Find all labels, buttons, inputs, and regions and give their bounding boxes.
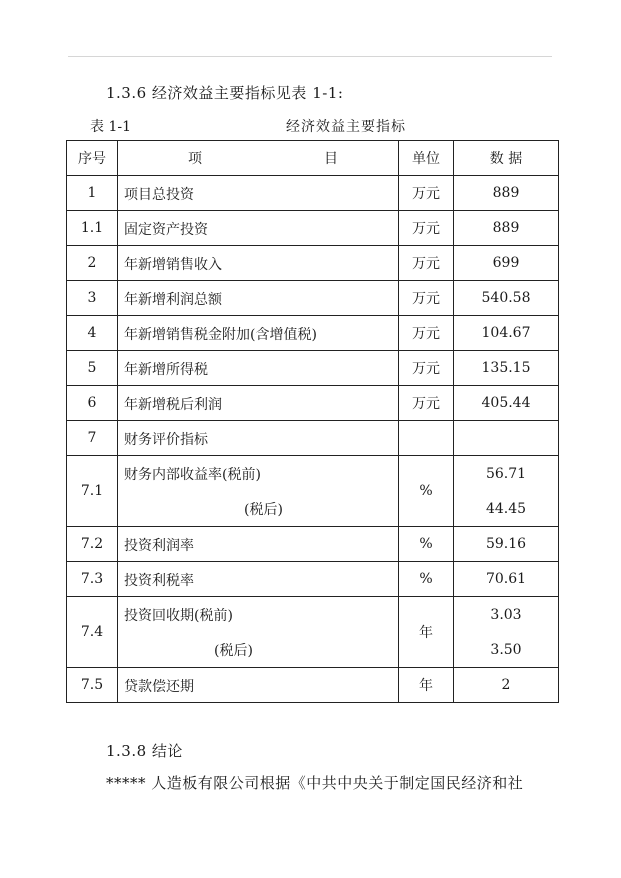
header-item-a: 项 [188, 151, 202, 167]
row-item [118, 597, 399, 668]
table-row [67, 527, 559, 562]
row-value: 405.44 [454, 386, 559, 421]
table-row [67, 176, 559, 211]
table-row [67, 597, 559, 668]
header-rule [68, 56, 552, 57]
row-item [118, 281, 399, 316]
row-no: 7 [67, 421, 118, 456]
row-item-text: 年新增所得税 [124, 362, 208, 378]
row-no: 1.1 [67, 211, 118, 246]
row-value [454, 421, 559, 456]
table-row [67, 211, 559, 246]
row-unit: 年 [399, 597, 454, 668]
row-item-text: 固定资产投资 [124, 222, 208, 238]
row-item-text: 项目总投资 [124, 187, 194, 203]
row-item [118, 456, 399, 527]
table-number: 表 1-1 [90, 119, 131, 135]
row-unit [399, 421, 454, 456]
row-unit: 年 [399, 668, 454, 703]
row-unit: % [399, 562, 454, 597]
row-item [118, 316, 399, 351]
row-item [118, 527, 399, 562]
row-value: 104.67 [454, 316, 559, 351]
row-item-text-2: (税后) [214, 642, 253, 659]
table-row [67, 562, 559, 597]
row-item-text: 贷款偿还期 [124, 679, 194, 695]
row-no: 6 [67, 386, 118, 421]
row-no: 3 [67, 281, 118, 316]
row-item [118, 421, 399, 456]
row-value: 70.61 [454, 562, 559, 597]
table-row [67, 281, 559, 316]
row-unit: 万元 [399, 316, 454, 351]
row-unit: % [399, 527, 454, 562]
row-item-text: 投资利润率 [124, 538, 194, 554]
header-no: 序号 [67, 141, 118, 176]
row-unit: 万元 [399, 351, 454, 386]
row-item-text: 投资回收期(税前) [124, 607, 233, 624]
row-value-1: 3.03 [490, 606, 522, 623]
row-value [454, 597, 559, 668]
row-item [118, 176, 399, 211]
row-unit: 万元 [399, 281, 454, 316]
row-value-2: 44.45 [485, 500, 527, 517]
table-header-row [67, 141, 559, 176]
row-no: 7.2 [67, 527, 118, 562]
header-item [118, 141, 399, 176]
row-value: 59.16 [454, 527, 559, 562]
row-no: 5 [67, 351, 118, 386]
conclusion-paragraph: ***** 人造板有限公司根据《中共中央关于制定国民经济和社 [106, 774, 524, 792]
table-row [67, 668, 559, 703]
row-value: 889 [454, 211, 559, 246]
row-unit: 万元 [399, 386, 454, 421]
row-item [118, 562, 399, 597]
row-item [118, 386, 399, 421]
row-value: 135.15 [454, 351, 559, 386]
table-row [67, 246, 559, 281]
row-value-2: 3.50 [490, 641, 522, 658]
row-unit: % [399, 456, 454, 527]
row-no: 4 [67, 316, 118, 351]
row-value: 889 [454, 176, 559, 211]
table-row [67, 316, 559, 351]
table-title: 经济效益主要指标 [286, 119, 406, 135]
row-no: 2 [67, 246, 118, 281]
row-unit: 万元 [399, 211, 454, 246]
row-item-text: 年新增销售收入 [124, 257, 222, 273]
table-row [67, 456, 559, 527]
row-no: 7.3 [67, 562, 118, 597]
row-item [118, 668, 399, 703]
row-no: 1 [67, 176, 118, 211]
table-row [67, 421, 559, 456]
header-item-b: 目 [324, 151, 338, 167]
row-item [118, 211, 399, 246]
row-unit: 万元 [399, 246, 454, 281]
row-item-text: 年新增利润总额 [124, 292, 222, 308]
header-unit: 单位 [399, 141, 454, 176]
row-value: 540.58 [454, 281, 559, 316]
row-value-1: 56.71 [485, 465, 527, 482]
economic-indicators-table [66, 140, 559, 703]
table-row [67, 386, 559, 421]
row-value: 2 [454, 668, 559, 703]
row-item [118, 246, 399, 281]
row-no: 7.5 [67, 668, 118, 703]
row-item-text: 投资利税率 [124, 573, 194, 589]
row-item-text: 年新增税后利润 [124, 397, 222, 413]
row-no: 7.4 [67, 597, 118, 668]
row-no: 7.1 [67, 456, 118, 527]
row-value [454, 456, 559, 527]
row-item-text: 财务评价指标 [124, 432, 208, 448]
section-heading-1-3-8: 1.3.8 结论 [106, 742, 183, 760]
section-heading-1-3-6: 1.3.6 经济效益主要指标见表 1-1: [106, 84, 344, 102]
row-unit: 万元 [399, 176, 454, 211]
row-item-text: 年新增销售税金附加(含增值税) [124, 327, 317, 343]
row-item-text-2: (税后) [244, 501, 283, 518]
row-item [118, 351, 399, 386]
row-item-text: 财务内部收益率(税前) [124, 466, 261, 483]
table-row [67, 351, 559, 386]
header-value: 数 据 [454, 141, 559, 176]
row-value: 699 [454, 246, 559, 281]
